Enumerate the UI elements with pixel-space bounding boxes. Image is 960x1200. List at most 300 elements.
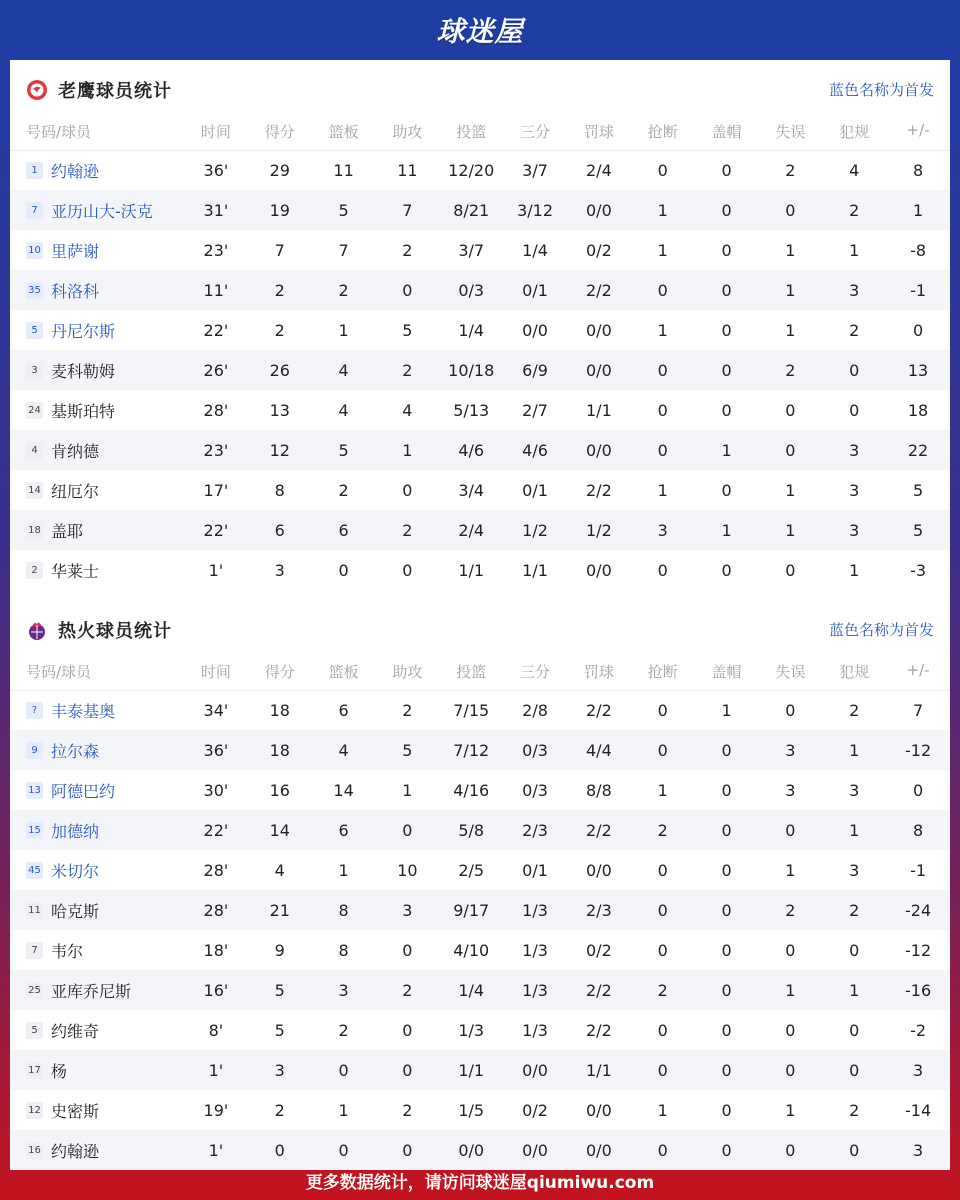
player-name-link[interactable]: 阿德巴约 [51, 781, 116, 801]
player-row[interactable] [10, 730, 950, 770]
stat-cell: 0 [375, 1050, 439, 1090]
stat-cell: 0 [312, 1050, 376, 1090]
stat-cell: 0 [375, 1130, 439, 1170]
player-name-link[interactable]: 盖耶 [51, 521, 84, 541]
stat-cell: 2/2 [567, 970, 631, 1010]
stat-cell: 0 [375, 810, 439, 850]
footer-text: 更多数据统计，请访问球迷屋qiumiwu.com [305, 1172, 655, 1193]
column-header: 得分 [248, 659, 312, 690]
stat-cell: 2/7 [522, 400, 548, 420]
player-cell [10, 850, 184, 890]
stat-cell: 1/5 [458, 1100, 485, 1120]
stat-cell: -8 [910, 240, 927, 260]
stat-cell: -12 [904, 940, 932, 960]
stat-cell: 0 [657, 400, 668, 420]
stat-cell: 8 [338, 940, 349, 960]
stat-cell: 3 [785, 780, 796, 800]
jersey-number-badge: 4 [26, 442, 43, 459]
stat-cell: 1/3 [458, 1020, 485, 1040]
team-section-0 [10, 60, 950, 600]
stat-cell: 2 [631, 970, 695, 1010]
stat-cell: 0/0 [567, 430, 631, 470]
stat-cell: 1' [208, 560, 224, 580]
section-header [10, 600, 950, 659]
box-score-table [10, 659, 950, 1170]
stat-cell: 0 [248, 1130, 312, 1170]
stat-cell: 3 [849, 860, 860, 880]
stat-cell: 4/10 [453, 940, 490, 960]
stat-cell: 4/4 [567, 730, 631, 770]
stat-cell: 14 [333, 780, 354, 800]
stat-cell: 11' [184, 270, 248, 310]
stat-cell: 0 [822, 1050, 886, 1090]
stat-cell: 0 [785, 940, 796, 960]
stat-cell: 36' [184, 730, 248, 770]
stat-cell: 0 [402, 1020, 413, 1040]
stat-cell: 1/1 [586, 400, 612, 420]
player-cell [10, 810, 184, 850]
player-name-link[interactable]: 丹尼尔斯 [51, 321, 116, 341]
section-title: 热火球员统计 [58, 620, 172, 642]
stat-cell: 0 [721, 480, 732, 500]
stat-cell: 0/1 [522, 860, 548, 880]
stat-cell: 2 [785, 160, 796, 180]
stat-cell: -1 [886, 270, 950, 310]
stat-cell: 2 [338, 1020, 349, 1040]
player-name-link[interactable]: 韦尔 [51, 941, 84, 961]
stat-cell: 4/16 [453, 780, 490, 800]
player-row[interactable] [10, 810, 950, 850]
stat-cell: 1/1 [567, 1050, 631, 1090]
stat-cell: 7 [338, 240, 349, 260]
stat-cell: 1/1 [439, 1050, 503, 1090]
stat-cell: 2/2 [567, 270, 631, 310]
stat-cell: 0 [785, 1020, 796, 1040]
stat-cell: 1 [785, 1100, 796, 1120]
player-row[interactable] [10, 350, 950, 390]
stat-cell: 36' [203, 160, 229, 180]
stat-cell: 0 [721, 780, 732, 800]
stat-cell: 1 [822, 810, 886, 850]
player-row[interactable] [10, 1010, 950, 1050]
stat-cell: 6/9 [503, 350, 567, 390]
stat-cell: 2/2 [586, 700, 612, 720]
stat-cell: 0 [721, 240, 732, 260]
player-name-link[interactable]: 纽厄尔 [51, 481, 100, 501]
stat-cell: 2 [312, 270, 376, 310]
stat-cell: 0 [695, 890, 759, 930]
column-header: 犯规 [822, 119, 886, 150]
stat-cell: 0 [849, 1020, 860, 1040]
player-row[interactable] [10, 430, 950, 470]
player-cell [10, 930, 184, 970]
stat-cell: 0 [657, 160, 668, 180]
player-cell [10, 470, 184, 510]
stat-cell: 1 [785, 320, 796, 340]
stat-cell: 2/4 [586, 160, 612, 180]
stat-cell: 0 [721, 1020, 732, 1040]
jersey-number-badge: 16 [26, 1142, 43, 1159]
stat-cell: 19' [203, 1100, 229, 1120]
stat-cell: 1/1 [522, 560, 548, 580]
player-row[interactable] [10, 970, 950, 1010]
stat-cell: 22' [184, 810, 248, 850]
player-row[interactable] [10, 230, 950, 270]
player-name-link[interactable]: 拉尔森 [51, 741, 100, 761]
stat-cell: 2 [375, 510, 439, 550]
stat-cell: -3 [910, 560, 927, 580]
stat-cell: 0 [631, 1130, 695, 1170]
stat-cell: 1 [402, 780, 413, 800]
player-name-link[interactable]: 约维奇 [51, 1021, 100, 1041]
stat-cell: 0 [758, 810, 822, 850]
stats-panel [10, 60, 950, 1160]
stat-cell: 6 [312, 810, 376, 850]
stat-cell: 34' [203, 700, 229, 720]
stat-cell: 1 [822, 970, 886, 1010]
stat-cell: 6 [338, 700, 349, 720]
stat-cell: 0 [785, 700, 796, 720]
player-cell [10, 770, 184, 810]
table-header-row [10, 659, 950, 690]
player-row[interactable] [10, 930, 950, 970]
player-row[interactable] [10, 510, 950, 550]
jersey-number-badge: 1 [26, 162, 43, 179]
player-cell [10, 690, 184, 730]
stat-cell: 0 [721, 160, 732, 180]
stat-cell: 13 [269, 400, 290, 420]
column-header: 号码/球员 [10, 119, 184, 150]
jersey-number-badge: 24 [26, 402, 43, 419]
table-header-row [10, 119, 950, 150]
stat-cell: 5 [886, 510, 950, 550]
stat-cell: 3 [886, 1050, 950, 1090]
stat-cell: 3 [849, 780, 860, 800]
player-row[interactable] [10, 470, 950, 510]
player-cell [10, 550, 184, 590]
stat-cell: 0/0 [586, 1100, 612, 1120]
stat-cell: 1 [375, 430, 439, 470]
stat-cell: 3/7 [522, 160, 548, 180]
stat-cell: 4 [312, 730, 376, 770]
stat-cell: 0/0 [567, 1130, 631, 1170]
stat-cell: 2/5 [458, 860, 485, 880]
stat-cell: 8 [886, 810, 950, 850]
stat-cell: 5/13 [453, 400, 490, 420]
stat-cell: 26 [248, 350, 312, 390]
stat-cell: 1 [657, 240, 668, 260]
player-cell [10, 1090, 184, 1130]
jersey-number-badge: 18 [26, 522, 43, 539]
stat-cell: 1 [849, 560, 860, 580]
stat-cell: 2 [822, 190, 886, 230]
stat-cell: 0 [375, 270, 439, 310]
stat-cell: 16 [269, 780, 290, 800]
stat-cell: 3/7 [458, 240, 485, 260]
stat-cell: 0 [721, 400, 732, 420]
stat-cell: 0 [721, 560, 732, 580]
column-header: 抢断 [631, 119, 695, 150]
stat-cell: 18 [269, 700, 290, 720]
stat-cell: 7 [912, 700, 924, 720]
column-header: 投篮 [439, 119, 503, 150]
stat-cell: 2 [758, 350, 822, 390]
stat-cell: 1/4 [522, 240, 548, 260]
stat-cell: 2 [338, 480, 349, 500]
stat-cell: 0 [785, 560, 796, 580]
stat-cell: 0 [631, 890, 695, 930]
stat-cell: 0/1 [503, 270, 567, 310]
stat-cell: 0 [695, 970, 759, 1010]
player-row[interactable] [10, 770, 950, 810]
player-row[interactable] [10, 310, 950, 350]
player-row[interactable] [10, 1090, 950, 1130]
stat-cell: 0 [912, 320, 924, 340]
stat-cell: 0/2 [522, 1100, 548, 1120]
stat-cell: 6 [312, 510, 376, 550]
stat-cell: 8 [312, 890, 376, 930]
stat-cell: 1/2 [567, 510, 631, 550]
stat-cell: 0 [695, 1130, 759, 1170]
stat-cell: 0/0 [586, 560, 612, 580]
starter-legend-note: 蓝色名称为首发 [828, 621, 934, 639]
stat-cell: 2 [402, 240, 413, 260]
stat-cell: 9/17 [439, 890, 503, 930]
player-name-link[interactable]: 史密斯 [51, 1101, 100, 1121]
stat-cell: 0/0 [567, 190, 631, 230]
stat-cell: 30' [203, 780, 229, 800]
stat-cell: 0/2 [586, 240, 612, 260]
stat-cell: 5 [312, 430, 376, 470]
stat-cell: 13 [886, 350, 950, 390]
stat-cell: 1 [822, 730, 886, 770]
column-header: 篮板 [312, 119, 376, 150]
stat-cell: 2 [274, 320, 285, 340]
stat-cell: 0/0 [522, 320, 548, 340]
player-name-link[interactable]: 杨 [51, 1061, 68, 1081]
player-cell [10, 890, 184, 930]
stat-cell: 0/0 [567, 350, 631, 390]
column-header: 投篮 [439, 659, 503, 690]
stat-cell: 1/3 [522, 1020, 548, 1040]
stat-cell: 8/21 [439, 190, 503, 230]
stat-cell: 0 [657, 700, 668, 720]
player-name-link[interactable]: 丰泰基奥 [51, 701, 116, 721]
player-cell [10, 730, 184, 770]
player-name-link[interactable]: 里萨谢 [51, 241, 100, 261]
stat-cell: 1 [785, 480, 796, 500]
jersey-number-badge: 13 [26, 782, 43, 799]
player-row[interactable] [10, 850, 950, 890]
player-name-link[interactable]: 科洛科 [51, 281, 100, 301]
stat-cell: 3 [248, 1050, 312, 1090]
jersey-number-badge: 3 [26, 362, 43, 379]
column-header: 得分 [248, 119, 312, 150]
stat-cell: 0/0 [503, 1050, 567, 1090]
stat-cell: 1' [184, 1130, 248, 1170]
column-header: 篮板 [312, 659, 376, 690]
stat-cell: 2/4 [439, 510, 503, 550]
stat-cell: 5 [274, 1020, 285, 1040]
player-name-link[interactable]: 哈克斯 [51, 901, 100, 921]
column-header: 时间 [184, 659, 248, 690]
stat-cell: 0 [695, 270, 759, 310]
stat-cell: 1/2 [503, 510, 567, 550]
player-row[interactable] [10, 270, 950, 310]
player-row[interactable] [10, 150, 950, 190]
stat-cell: 0 [695, 1050, 759, 1090]
stat-cell: 3/12 [503, 190, 567, 230]
box-score-table [10, 119, 950, 590]
stat-cell: 1/4 [439, 970, 503, 1010]
stat-cell: -2 [910, 1020, 927, 1040]
starter-legend-note: 蓝色名称为首发 [828, 81, 934, 99]
site-logo[interactable]: 球迷屋 [436, 15, 524, 48]
stat-cell: 23' [203, 240, 229, 260]
jersey-number-badge: 10 [26, 242, 43, 259]
player-name-link[interactable]: 加德纳 [51, 821, 100, 841]
stat-cell: 0 [402, 560, 413, 580]
stat-cell: 0 [721, 1100, 732, 1120]
stat-cell: 19 [248, 190, 312, 230]
player-name-link[interactable]: 亚历山大-沃克 [51, 201, 153, 221]
hawks-logo-icon [26, 79, 48, 101]
stat-cell: 28' [184, 890, 248, 930]
stat-cell: 0/0 [503, 1130, 567, 1170]
player-name-link[interactable]: 米切尔 [51, 861, 100, 881]
stat-cell: 0 [338, 560, 349, 580]
stat-cell: 8' [208, 1020, 224, 1040]
stat-cell: 0 [721, 320, 732, 340]
player-cell [10, 970, 184, 1010]
stat-cell: 0 [312, 1130, 376, 1170]
stat-cell: 0 [631, 1050, 695, 1090]
stat-cell: 3 [886, 1130, 950, 1170]
stat-cell: 0 [695, 350, 759, 390]
jersey-number-badge: 9 [26, 742, 43, 759]
stat-cell: 3 [312, 970, 376, 1010]
stat-cell: 3 [822, 510, 886, 550]
column-header: 抢断 [631, 659, 695, 690]
player-row[interactable] [10, 1050, 950, 1090]
stat-cell: 1 [657, 780, 668, 800]
stat-cell: 3 [274, 560, 285, 580]
stat-cell: 0 [785, 400, 796, 420]
player-row[interactable] [10, 890, 950, 930]
stat-cell: 2 [822, 890, 886, 930]
stat-cell: 26' [184, 350, 248, 390]
stat-cell: 2/2 [586, 480, 612, 500]
player-name-link[interactable]: 约翰逊 [51, 1141, 100, 1161]
stat-cell: 2 [375, 970, 439, 1010]
stat-cell: 1 [886, 190, 950, 230]
stat-cell: 0 [657, 560, 668, 580]
jersey-number-badge: 11 [26, 902, 43, 919]
player-name-link[interactable]: 亚库乔尼斯 [51, 981, 132, 1001]
stat-cell: 2 [849, 320, 860, 340]
stat-cell: 0/1 [522, 480, 548, 500]
section-header [10, 60, 950, 119]
stat-cell: 7 [274, 240, 285, 260]
stat-cell: 1 [758, 970, 822, 1010]
player-row[interactable] [10, 550, 950, 590]
stat-cell: 11 [397, 160, 418, 180]
player-row[interactable] [10, 690, 950, 730]
player-name-link[interactable]: 华莱士 [51, 561, 100, 581]
player-name-link[interactable]: 基斯珀特 [51, 401, 116, 421]
stat-cell: 0/3 [522, 780, 548, 800]
stat-cell: 0 [822, 350, 886, 390]
stat-cell: 31' [184, 190, 248, 230]
stat-cell: 0/3 [503, 730, 567, 770]
stat-cell: 2 [631, 810, 695, 850]
stat-cell: 10 [397, 860, 418, 880]
stat-cell: 4/6 [503, 430, 567, 470]
stat-cell: 21 [248, 890, 312, 930]
stat-cell: 1/3 [522, 940, 548, 960]
stat-cell: 12 [248, 430, 312, 470]
player-name-link[interactable]: 约翰逊 [51, 161, 100, 181]
stat-cell: 0 [849, 940, 860, 960]
column-header: 三分 [503, 119, 567, 150]
column-header: 罚球 [567, 659, 631, 690]
stat-cell: 2/2 [567, 810, 631, 850]
stat-cell: 1 [785, 240, 796, 260]
column-header: 助攻 [375, 119, 439, 150]
stat-cell: 29 [269, 160, 290, 180]
team-section-1 [10, 600, 950, 1170]
stat-cell: 8 [912, 160, 924, 180]
stat-cell: 1 [695, 510, 759, 550]
stat-cell: 2 [758, 890, 822, 930]
stat-cell: 5 [248, 970, 312, 1010]
jersey-number-badge: 14 [26, 482, 43, 499]
stat-cell: 1 [338, 320, 349, 340]
stat-cell: 0 [822, 1130, 886, 1170]
stat-cell: 2 [248, 270, 312, 310]
player-cell [10, 230, 184, 270]
stat-cell: -14 [904, 1100, 932, 1120]
column-header: 三分 [503, 659, 567, 690]
stat-cell: 2/8 [522, 700, 548, 720]
stat-cell: 1 [657, 320, 668, 340]
stat-cell: 2 [849, 1100, 860, 1120]
stat-cell: 4 [849, 160, 860, 180]
stat-cell: 5/8 [439, 810, 503, 850]
column-header: +/- [886, 659, 950, 690]
player-name-link[interactable]: 麦科勒姆 [51, 361, 116, 381]
heat-logo-icon [26, 619, 48, 641]
stat-cell: 1 [721, 700, 732, 720]
stat-cell: 5 [912, 480, 924, 500]
column-header: 盖帽 [695, 119, 759, 150]
player-name-link[interactable]: 肯纳德 [51, 441, 100, 461]
stat-cell: 2/2 [586, 1020, 612, 1040]
jersey-number-badge: 15 [26, 822, 43, 839]
jersey-number-badge: 7 [26, 202, 43, 219]
player-row[interactable] [10, 190, 950, 230]
player-row[interactable] [10, 390, 950, 430]
stat-cell: 4 [274, 860, 285, 880]
stat-cell: 12/20 [448, 160, 495, 180]
stat-cell: 1 [338, 1100, 349, 1120]
stat-cell: 2 [375, 350, 439, 390]
stat-cell: 2 [402, 1100, 413, 1120]
stat-cell: 0 [695, 190, 759, 230]
stat-cell: 4 [402, 400, 413, 420]
brand-header [0, 0, 960, 60]
stat-cell: 3 [758, 730, 822, 770]
